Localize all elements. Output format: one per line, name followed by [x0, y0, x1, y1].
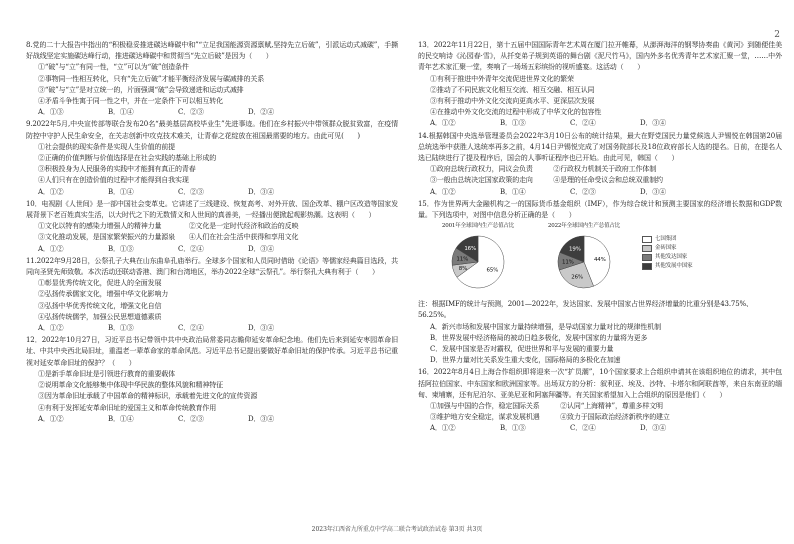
pie-slice-label: 44%	[593, 257, 606, 264]
option: ②正确的价值判断与价值选择是在社会实践的基础上形成的	[38, 154, 217, 163]
question-13	[418, 40, 782, 130]
question-15-options	[418, 299, 782, 366]
choice-c: C．②③	[178, 187, 204, 196]
chart-legend	[642, 223, 692, 271]
page-footer: 2023年江西省九所重点中学高二联合考试政治试卷 第3页 共3页	[311, 526, 483, 533]
pie-slice-label: 19%	[569, 246, 581, 253]
question-stem: 14.根据韩国中央选举管理委员会2022年3月10日公布的统计结果，最大在野党国民力量党候选人尹锡悦在韩国第20届总统选举中获胜人选统率再多之前，4月14日尹锡悦完成了对国务院部长及18位政府部长人选的提名。日前，在提名人选已陆续进行了提及程序后，国会的人事听证程序也已开始。由此可见，韩国（ ）	[418, 131, 782, 163]
question-8	[26, 40, 398, 118]
option: ③积极投身为人民服务的实践中才能拥有真正的青春	[38, 165, 196, 174]
pie-chart-2001	[430, 223, 526, 297]
option: ④矛盾斗争性寓于同一性之中，并在一定条件下可以相互转化	[38, 97, 223, 106]
option: ③一般由总统决定国家政策的走向 ④是理的任命受议会和总统双重制约	[430, 176, 663, 185]
option: ③维护地方安全稳定，谋求发展机遇 ④致力于国际政治经济新秩序的建立	[430, 413, 670, 422]
answer-choices	[418, 187, 782, 198]
choice-c: C．②④	[570, 424, 596, 433]
option: ①文化以特有的感染力增强人的精神力量 ②文化是一定时代经济和政治的反映	[38, 222, 299, 231]
choice-c: C．②④	[570, 119, 596, 128]
pie-chart-2022-svg	[536, 230, 632, 294]
choice-b: B．①③	[108, 244, 134, 253]
choice-d: D．③④	[248, 244, 275, 253]
question-stem: 13．2022年11月22日，第十五届中国国际青年艺术周在厦门拉开帷幕，从澎湃海洋的钢琴协奏曲《黄河》到随便佳美的民交响诗《沁园春·雪》，从扦变弟子规到英语的舞台剧《泥尺竹马》，国内外多名优秀青年艺术家汇聚一堂，……中外青年艺术家汇聚一堂，奏响了一场场五彩缤纷的视听盛宴。这活动（ ）	[418, 41, 782, 72]
option: ③有利于推动中外文化交流向更高水平、更深层次发展	[430, 97, 595, 106]
question-15	[418, 199, 782, 297]
legend-item	[642, 244, 692, 253]
question-16	[418, 367, 782, 434]
option: ①有利于推进中外青年交流促进世界文化的繁荣	[430, 74, 574, 83]
option: ①彰显优秀传统文化，促进人的全面发展	[38, 279, 162, 288]
option: B．世界发展中经济格局的被动日趋多极化，发展中国家的力量将为更多	[430, 333, 648, 342]
choice-c: C．②④	[178, 244, 204, 253]
answer-choices	[26, 323, 398, 334]
option: ②推动了不同民族文化相互交流、相互交融、相互认同	[430, 85, 595, 94]
question-stem: 11.2022年9月28日，公祭孔子大典在山东曲阜孔庙举行。全球多个国家和人员同时借助《论语》等儒家经典篇目选段，共同向圣贤先师致敬。本次活动还联动香港、澳门和台湾地区，举办2022全球“云祭孔”。举行祭孔大典有利于（ ）	[26, 256, 398, 277]
choice-d: D．③④	[248, 187, 275, 196]
question-stem: 16．2022年8月4日上海合作组织即将迎来一次“扩员潮”，10个国家要求上合组织申请其在该组织地位的请求，其中包括阿拉伯国家、中东国家和欧洲国家等。出场双方的分析：叙利亚、埃及、沙特、卡塔尔和阿联酋等，来自东南亚的缅甸、柬埔寨，还有尼泊尔、亚美尼亚和阿塞拜疆等。有关国家希望加入上合组织的原因是他们（ ）	[418, 368, 782, 399]
gdp-charts	[430, 223, 782, 297]
option: ①社会提供的现实条件是实现人生价值的前提	[38, 142, 175, 151]
answer-choices	[26, 244, 398, 255]
chart-title: 2001年全球国内生产总值占比	[441, 223, 515, 230]
choice-c: C．②④	[178, 324, 204, 333]
option: ③因为革命旧址承载了中国革命的精神标识，承载着先进文化的宣传资源	[38, 392, 258, 401]
pie-slice-label: 16%	[464, 246, 477, 253]
choice-a: A．①②	[430, 187, 456, 196]
chart-note: 注：根据IMF的统计与预测，2001—2022年，发达国家、发展中国家占世界经济增量的比重分别是43.75%、56.25%。	[418, 300, 753, 320]
question-stem: 10．电视剧《人世间》是一部中国社会变革史。它讲述了三线建设、恢复高考、对外开放、国企改革、棚户区改造等国家发展背景下老百姓真实生活，以大时代之下的无数情义和人世间的真善美，一经播出便掀起观影热潮。这表明（ ）	[26, 199, 398, 220]
choice-c: C．②③	[570, 187, 596, 196]
legend-item	[642, 235, 692, 244]
choice-a: A．①②	[38, 324, 64, 333]
option: ②事物同一性相互转化，只有“先立后破”才能平衡经济发展与碳减排的关系	[38, 74, 265, 83]
legend-label: 金砖国家	[655, 245, 677, 252]
option: ④人们只有在创造价值的过程中才能得到自我实现	[38, 176, 189, 185]
question-10	[26, 199, 398, 255]
pie-slice-label: 11%	[561, 259, 574, 266]
pie-slice-label: 65%	[486, 267, 499, 274]
choice-b: B．①④	[108, 187, 134, 196]
choice-b: B．①③	[108, 324, 134, 333]
pie-chart-2022	[536, 223, 632, 297]
option: D．世界力量对比关系发生重大变化，国际格局的多极化在加速	[430, 356, 621, 365]
option: ①政府总统行政权力，同议会负责 ②行政权力机制关于政府工作体制	[430, 165, 657, 174]
option: ③文化推动发展，是国家繁荣振兴的力量源泉 ④人们在社会生活中获得和享用文化	[38, 233, 299, 242]
answer-choices	[26, 187, 398, 198]
question-stem: 15．作为世界两大金融机构之一的国际货币基金组织（IMF），作为综合统计和预测主要国家的经济增长数据和GDP数量。下列选项中，对图中信息分析正确的是（ ）	[418, 199, 782, 220]
choice-b: B．①③	[500, 424, 526, 433]
pie-slice-label: 11%	[456, 256, 469, 263]
choice-b: B．①③	[500, 119, 526, 128]
legend-item	[642, 253, 692, 262]
answer-choices	[26, 107, 398, 118]
legend-swatch	[642, 263, 652, 270]
question-9	[26, 119, 398, 197]
choice-b: B．①④	[108, 108, 134, 117]
option: ①“破”与“立”有同一性，“立”可以为“破”创造条件	[38, 63, 189, 72]
question-stem: 12．2022年10月27日，习近平总书记带领中共中央政治局常委同志瞻仰延安革命纪念地。他们先后来到延安枣园革命旧址、中共中央西北局旧址，重温老一辈革命家的革命风范。习近平总书记提出要做好革命旧址的保护传承。习近平总书记重视对延安革命旧址的保护？（ ）	[26, 336, 398, 367]
answer-choices	[418, 423, 782, 434]
choice-a: A．①②	[430, 119, 456, 128]
question-11	[26, 256, 398, 334]
legend-label: 其他发展中国家	[655, 263, 693, 270]
choice-c: C．②③	[178, 414, 204, 423]
legend-swatch	[642, 254, 652, 261]
page-number: 2	[774, 30, 780, 40]
choice-a: A．①③	[38, 108, 64, 117]
question-stem: 9.2022年5月,中央宣传部等联合发布20名“最美基层高校毕业生”先进事迹。他们在乡村振兴中带领群众脱贫致富，在疫情防控中守护人民生命安全，在关志创新中攻克技术难关，让青春之花绽放在祖国最需要的地方。由此可见( )	[26, 120, 398, 140]
pie-slice-label: 8%	[458, 266, 468, 273]
option: ③“破”与“立”是对立统一的，片面强调“破”会导致递进和运动式减排	[38, 85, 244, 94]
option: ①是新手革命旧址是引领进行教育的重要载体	[38, 369, 175, 378]
choice-d: D．②④	[248, 108, 275, 117]
choice-a: A．①②	[430, 424, 456, 433]
option: ②说明革命文化能够集中体现中华民族的整体风貌和精神特征	[38, 381, 223, 390]
question-14	[418, 131, 782, 198]
left-column	[26, 40, 398, 426]
option: A．新兴市场和发展中国家力量持续增强，是导动国家力量对比的规律性机制	[430, 322, 661, 331]
choice-d: D．③④	[640, 119, 667, 128]
pie-slice-label: 26%	[571, 274, 584, 281]
choice-a: A．①②	[38, 244, 64, 253]
option: ①加强与中国的合作，稳定国际关系 ②认同“上海精神”，尊重多样文明	[430, 402, 663, 411]
legend-swatch	[642, 245, 652, 252]
legend-label: 七国集团	[655, 236, 677, 243]
legend-swatch	[642, 236, 652, 243]
chart-title: 2022年全球国内生产总值占比	[547, 223, 621, 230]
answer-choices	[26, 414, 398, 425]
choice-b: B．①④	[500, 187, 526, 196]
answer-choices	[418, 118, 782, 129]
option: ②弘扬传承儒家文化，增强中华文化影响力	[38, 290, 169, 299]
legend-label: 其他发达国家	[655, 254, 688, 261]
option: ③弘扬中华优秀传统文化，增强文化自信	[38, 301, 162, 310]
legend-item	[642, 262, 692, 271]
choice-a: A．①②	[38, 414, 64, 423]
choice-d: D．③④	[640, 187, 667, 196]
option: ④有利于发挥延安革命旧址的爱国主义和革命传统教育作用	[38, 403, 217, 412]
option: ④在推动中外文化交流的过程中形成了中华文化的包容性	[430, 108, 602, 117]
choice-a: A．①②	[38, 187, 64, 196]
option: C．发展中国家是否对霸权，促进世界和平与发展的重要力量	[430, 345, 614, 354]
choice-d: D．③④	[248, 414, 275, 423]
choice-b: B．①④	[108, 414, 134, 423]
pie-chart-2001-svg	[430, 230, 526, 294]
question-12	[26, 335, 398, 425]
choice-c: C．②③	[178, 108, 204, 117]
option: ④弘扬传统儒学，加强公民思想道德素质	[38, 312, 162, 321]
question-stem: 8.党的二十大报告中指出的“积极稳妥推进碳达峰碳中和”“立足我国能源资源禀赋,坚持先立后破”，引派运动式减碳”，手撕好战线坚定实施碳达峰行动，推进碳达峰碳中和贯彻当“先立后破”是因为（ ）	[26, 41, 398, 61]
choice-d: D．③④	[640, 424, 667, 433]
right-column	[418, 40, 782, 436]
choice-d: D．③④	[248, 324, 275, 333]
